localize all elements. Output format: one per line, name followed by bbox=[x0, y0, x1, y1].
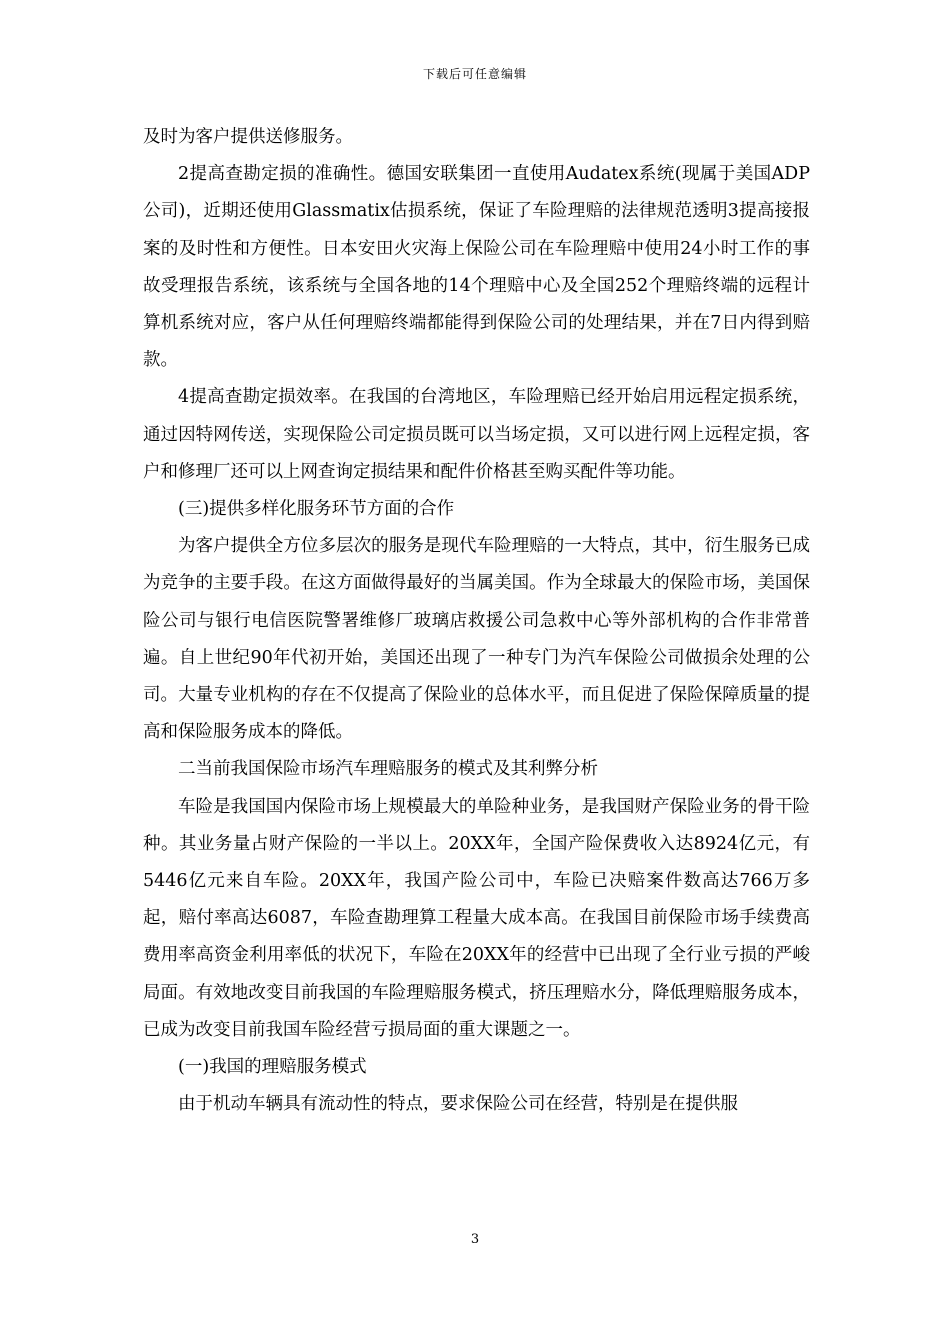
paragraph: 4提高查勘定损效率。在我国的台湾地区，车险理赔已经开始启用远程定损系统，通过因特网传送，实现保险公司定损员既可以当场定损，又可以进行网上远程定损，客户和修理厂还可以上网查询定损结果和配件价格甚至购买配件等功能。 bbox=[143, 387, 810, 482]
paragraph: 2提高查勘定损的准确性。德国安联集团一直使用Audatex系统(现属于美国ADP公司)，近期还使用Glassmatix估损系统，保证了车险理赔的法律规范透明3提高接报案的及时性和方便性。日本安田火灾海上保险公司在车险理赔中使用24小时工作的事故受理报告系统，该系统与全国各地的14个理赔中心及全国252个理赔终端的远程计算机系统对应，客户从任何理赔终端都能得到保险公司的处理结果，并在7日内得到赔款。 bbox=[143, 164, 810, 371]
paragraph: 由于机动车辆具有流动性的特点，要求保险公司在经营，特别是在提供服 bbox=[178, 1094, 738, 1115]
paragraph: 车险是我国国内保险市场上规模最大的单险种业务，是我国财产保险业务的骨干险种。其业务量占财产保险的一半以上。20XX年，全国产险保费收入达8924亿元，有5446亿元来自车险。20XX年，我国产险公司中，车险已决赔案件数高达766万多起，赔付率高达6087，车险查勘理算工程量大成本高。在我国目前保险市场手续费高费用率高资金利用率低的状况下，车险在20XX年的经营中已出现了全行业亏损的严峻局面。有效地改变目前我国的车险理赔服务模式，挤压理赔水分，降低理赔服务成本，已成为改变目前我国车险经营亏损局面的重大课题之一。 bbox=[143, 796, 810, 1040]
section-heading: (三)提供多样化服务环节方面的合作 bbox=[178, 499, 455, 520]
section-heading: 二当前我国保险市场汽车理赔服务的模式及其利弊分析 bbox=[178, 759, 598, 780]
section-heading: (一)我国的理赔服务模式 bbox=[178, 1057, 367, 1078]
page-header: 下载后可任意编辑 bbox=[422, 67, 527, 81]
paragraph: 为客户提供全方位多层次的服务是现代车险理赔的一大特点，其中，衍生服务已成为竞争的主要手段。在这方面做得最好的当属美国。作为全球最大的保险市场，美国保险公司与银行电信医院警署维修厂玻璃店救援公司急救中心等外部机构的合作非常普遍。自上世纪90年代初开始，美国还出现了一种专门为汽车保险公司做损余处理的公司。大量专业机构的存在不仅提高了保险业的总体水平，而且促进了保险保障质量的提高和保险服务成本的降低。 bbox=[143, 536, 810, 743]
paragraph: 及时为客户提供送修服务。 bbox=[143, 127, 353, 147]
page-number: 3 bbox=[470, 1232, 480, 1247]
document-body bbox=[143, 119, 810, 1123]
